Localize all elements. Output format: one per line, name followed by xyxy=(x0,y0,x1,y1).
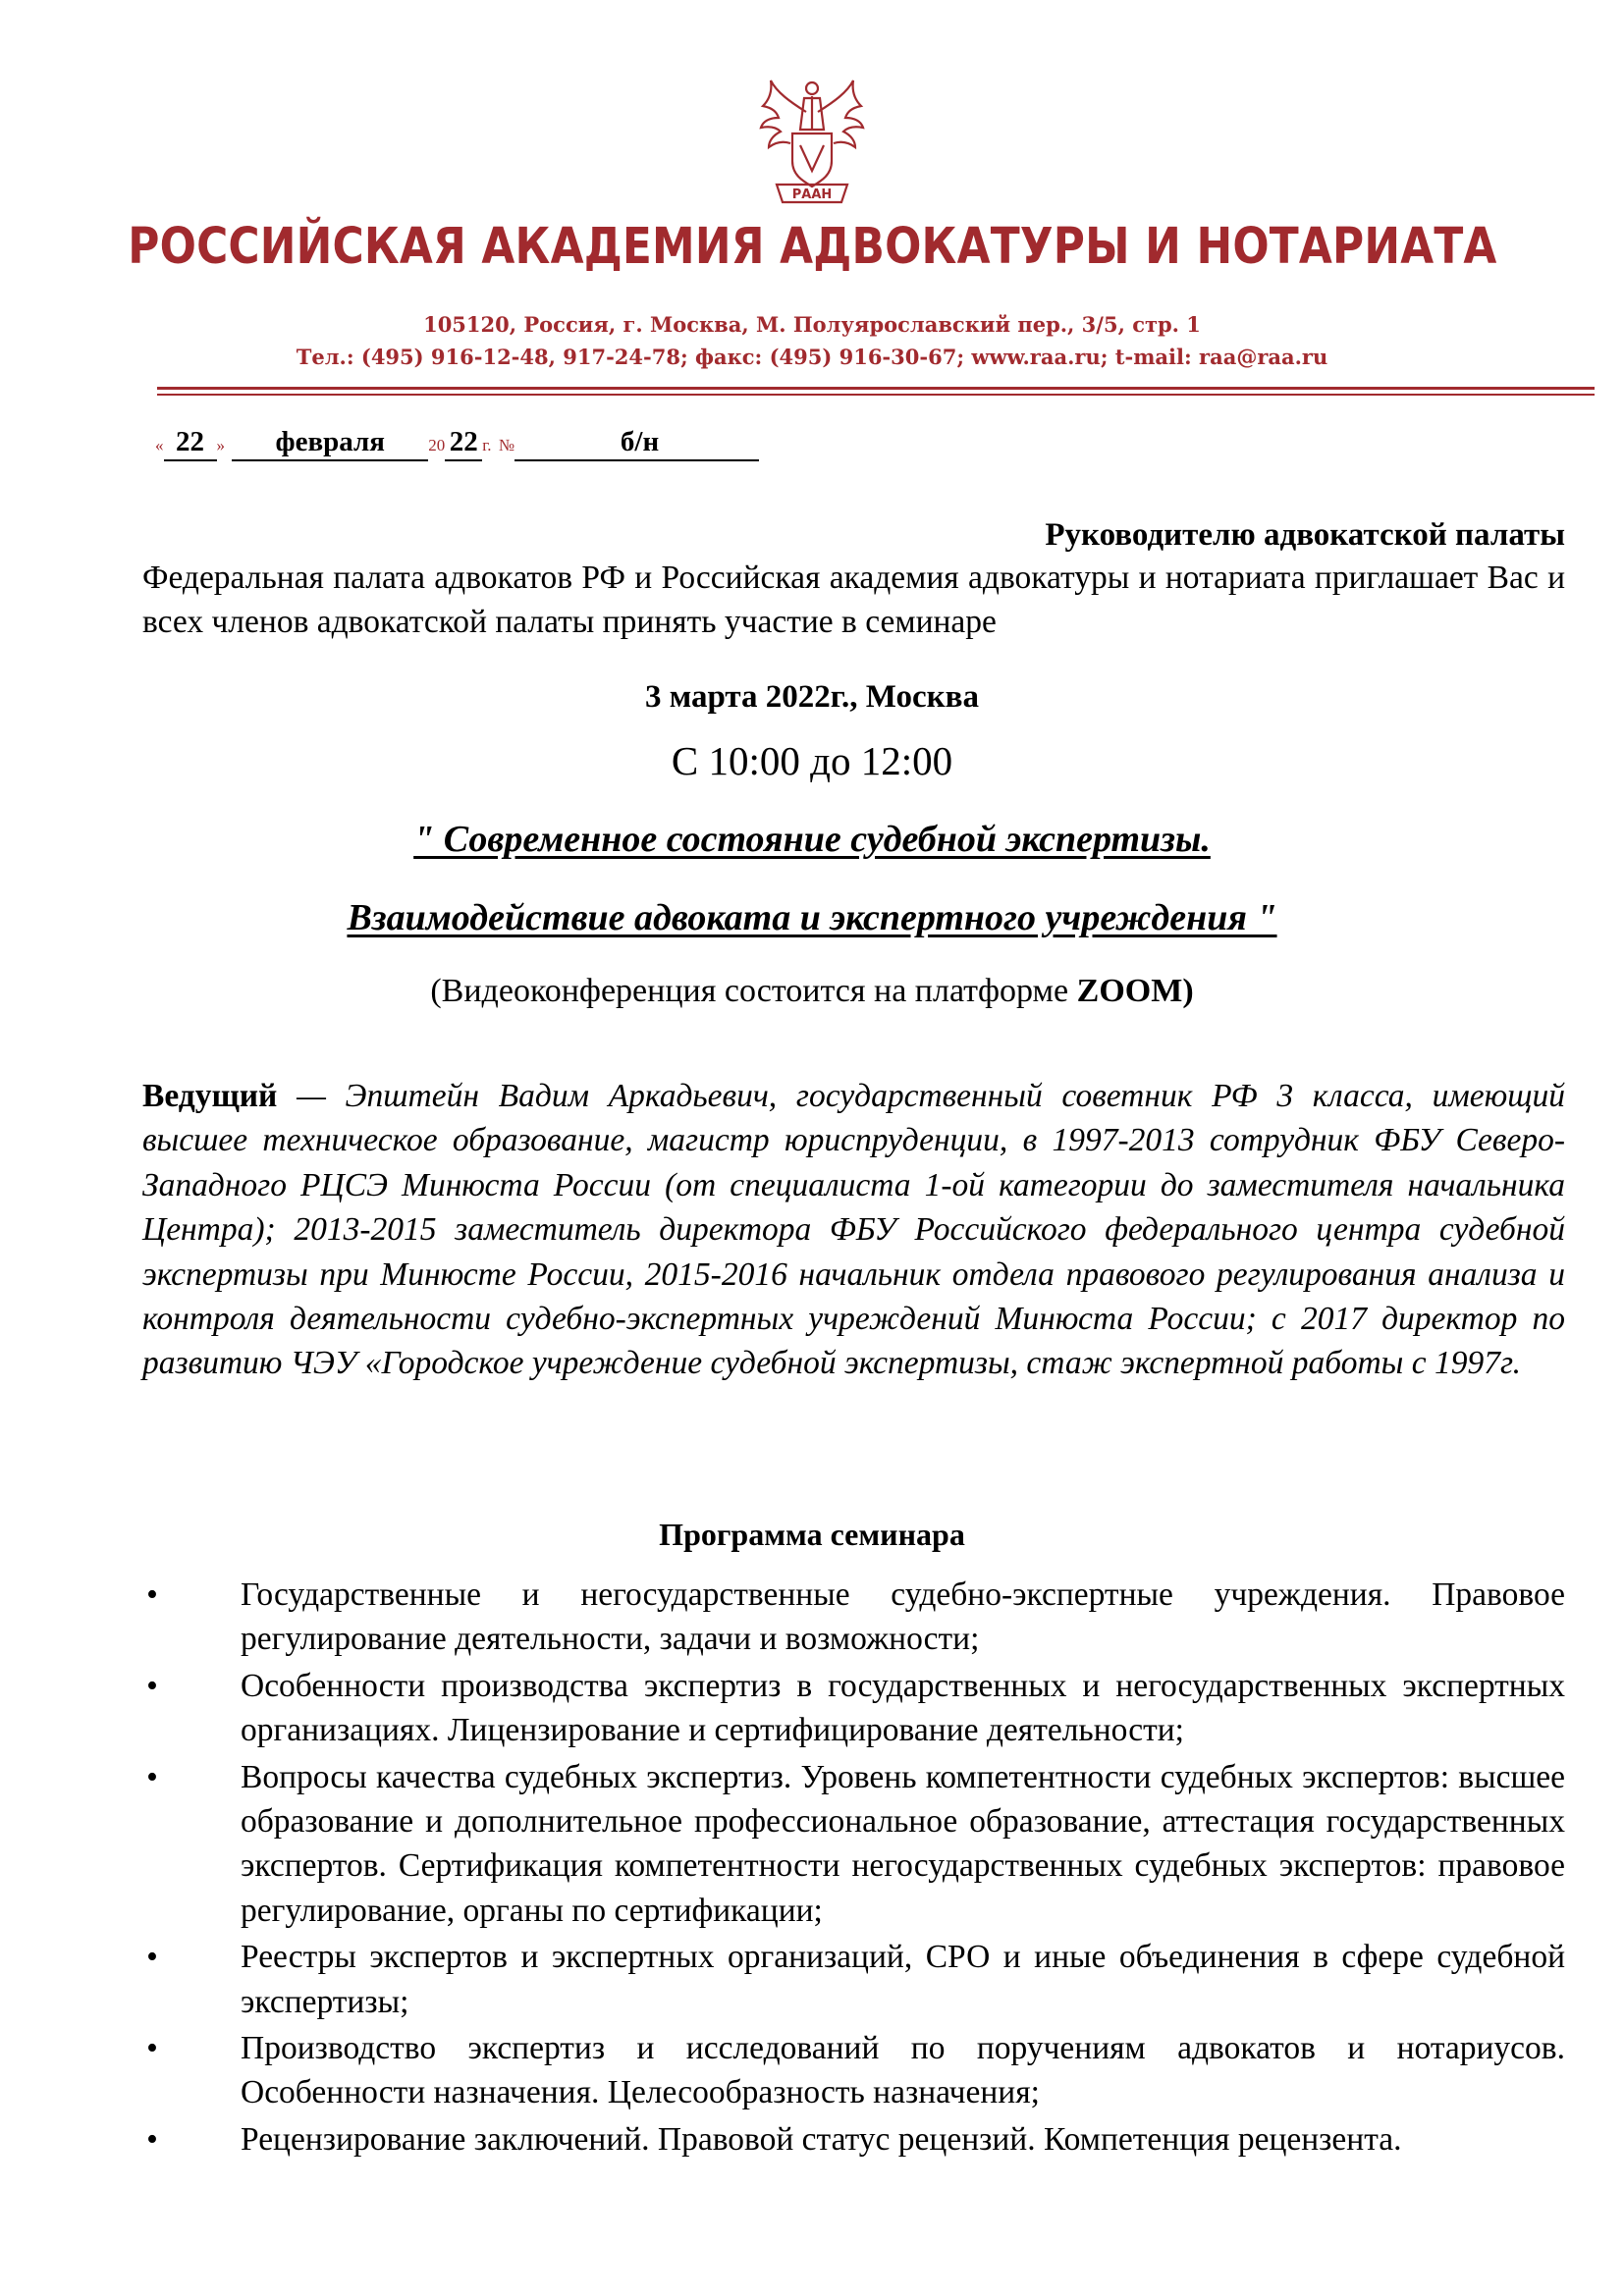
host-label: Ведущий xyxy=(142,1078,278,1114)
program-item: • Государственные и негосударственные судебно-экспертные учреждения. Правовое регулирование деятельности, задачи и возможности; xyxy=(142,1573,1565,1662)
bullet-icon: • xyxy=(146,2120,158,2158)
organization-address: 105120, Россия, г. Москва, М. Полуярославский пер., 3/5, стр. 1 xyxy=(423,312,1201,337)
svg-text:РААН: РААН xyxy=(791,187,833,202)
program-item: • Рецензирование заключений. Правовой статус рецензий. Компетенция рецензента. xyxy=(142,2117,1565,2162)
program-item: • Особенности производства экспертиз в государственных и негосударственных экспертных организациях. Лицензирование и сертифицирование деятельности; xyxy=(142,1664,1565,1753)
document-number: б/н xyxy=(514,424,759,461)
bullet-icon: • xyxy=(146,1576,158,1613)
organization-contacts: Тел.: (495) 916-12-48, 917-24-78; факс: (495) 916-30-67; www.raa.ru; t-mail: raa@raa.ru xyxy=(296,345,1328,369)
conference-platform: (Видеоконференция состоится на платформе ZOOM) xyxy=(430,973,1194,1009)
header-divider-thick xyxy=(157,387,1595,390)
bullet-icon: • xyxy=(146,1758,158,1795)
recipient: Руководителю адвокатской палаты xyxy=(1045,517,1565,553)
event-date: 3 марта 2022г., Москва xyxy=(645,679,979,715)
document-date-line xyxy=(155,424,759,461)
header-divider-thin xyxy=(157,394,1595,396)
program-list xyxy=(142,1573,1565,2163)
program-title: Программа семинара xyxy=(659,1517,965,1552)
program-item: • Вопросы качества судебных экспертиз. Уровень компетентности судебных экспертов: высшее образование и дополнительное профессиональное образование, аттестация государственных экспертов. Сертификация компетентности негосударственных судебных экспертов: правовое регулирование, органы по сертификации; xyxy=(142,1755,1565,1934)
date-month: февраля xyxy=(232,424,428,461)
bullet-icon: • xyxy=(146,2030,158,2067)
event-time: С 10:00 до 12:00 xyxy=(671,738,953,783)
date-day: 22 xyxy=(164,424,217,461)
date-year-suffix: г. xyxy=(482,436,492,454)
document-number-sign: № xyxy=(498,436,515,454)
date-open-quote: « xyxy=(155,436,164,454)
bullet-icon: • xyxy=(146,1667,158,1704)
date-year-prefix: 20 xyxy=(428,436,446,454)
host-description xyxy=(142,1074,1565,1386)
academy-emblem-logo xyxy=(743,73,881,210)
seminar-topic-line-1: " Современное состояние судебной экспертизы. xyxy=(413,819,1211,860)
host-bio: — Эпштейн Вадим Аркадьевич, государственный советник РФ 3 класса, имеющий высшее техническое образование, магистр юриспруденции, в 1997-2013 сотрудник ФБУ Северо-Западного РЦСЭ Минюста России (от специалиста 1-ой категории до заместителя начальника Центра); 2013-2015 заместитель директора ФБУ Российского федерального центра судебной экспертизы при Минюсте России, 2015-2016 начальник отдела правового регулирования анализа и контроля деятельности судебно-экспертных учреждений Минюста России; с 2017 директор по развитию ЧЭУ «Городское учреждение судебной экспертизы, стаж экспертной работы с 1997г. xyxy=(142,1078,1565,1382)
organization-name: РОССИЙСКАЯ АКАДЕМИЯ АДВОКАТУРЫ И НОТАРИАТА xyxy=(128,218,1497,276)
date-year: 22 xyxy=(445,424,482,461)
bullet-icon: • xyxy=(146,1939,158,1976)
invitation-intro: Федеральная палата адвокатов РФ и Российская академия адвокатуры и нотариата приглашает Вас и всех членов адвокатской палаты принять участие в семинаре xyxy=(142,560,1565,640)
program-item: • Реестры экспертов и экспертных организаций, СРО и иные объединения в сфере судебной экспертизы; xyxy=(142,1935,1565,2024)
date-close-quote: » xyxy=(216,436,225,454)
program-item: • Производство экспертиз и исследований по поручениям адвокатов и нотариусов. Особенности назначения. Целесообразность назначения; xyxy=(142,2026,1565,2115)
seminar-topic-line-2: Взаимодействие адвоката и экспертного учреждения " xyxy=(347,897,1277,938)
platform-name: ZOOM) xyxy=(1076,973,1194,1009)
